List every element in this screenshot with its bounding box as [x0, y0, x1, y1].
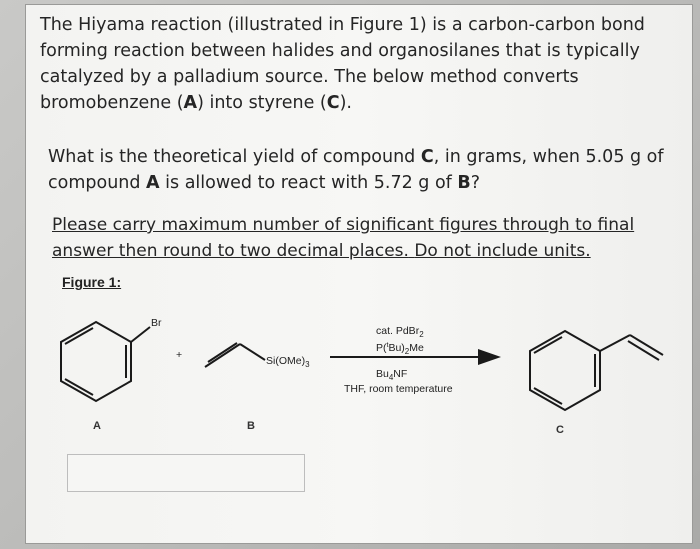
reagent-catalyst: cat. PdBr$_2$ — [376, 325, 424, 339]
styrene-structure — [530, 331, 663, 410]
reaction-conditions: THF, room temperature — [344, 383, 453, 395]
answer-input[interactable] — [67, 454, 305, 492]
label-a: A — [93, 420, 101, 432]
intro-paragraph: The Hiyama reaction (illustrated in Figure 1) is a carbon-carbon bond forming reaction between halides and organosilanes that is typically catalyzed by a palladium source. The below method converts bromobenzene (A) into styrene (C). — [40, 15, 645, 113]
instruction-paragraph: Please carry maximum number of significant figures through to final answer then round to two decimal places. Do not include units. — [52, 215, 635, 261]
silane-group-label: $Si(OMe)_3$ — [266, 355, 310, 369]
plus-sign: + — [176, 349, 183, 361]
figure-label: Figure 1: — [62, 274, 122, 290]
bromine-label: Br — [151, 317, 162, 329]
label-c: C — [556, 424, 564, 436]
vinylsilane-structure — [205, 343, 265, 367]
bromobenzene-structure — [61, 322, 150, 401]
question-paragraph: What is the theoretical yield of compound C, in grams, when 5.05 g of compound A is allowed to react with 5.72 g of B? — [48, 147, 664, 193]
label-b: B — [247, 420, 255, 432]
reagent-fluoride: $Bu_4NF$ — [376, 368, 408, 382]
reagent-ligand: $P(^tBu)_2Me$ — [376, 342, 424, 356]
